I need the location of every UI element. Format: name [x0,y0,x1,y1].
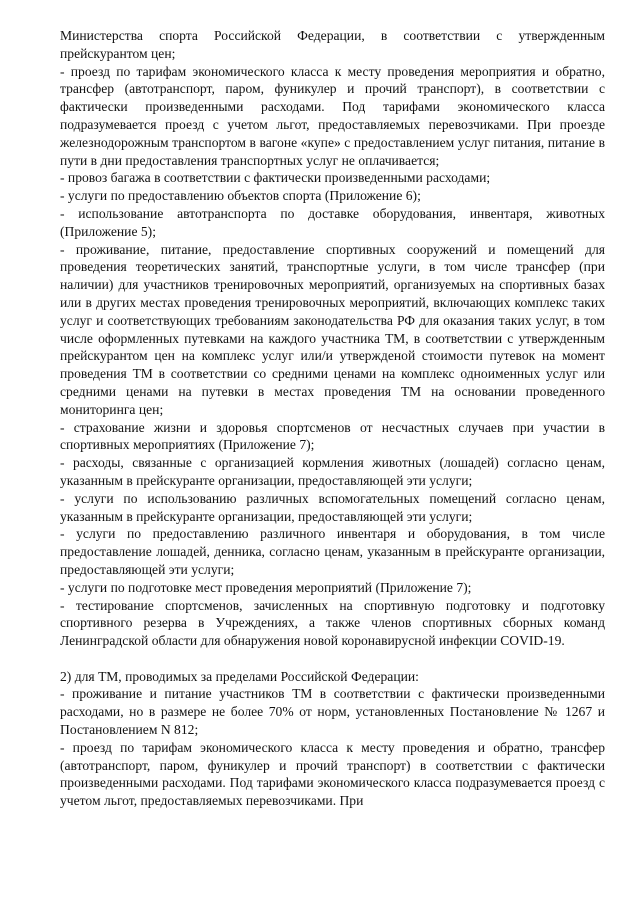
section-heading: 2) для ТМ, проводимых за пределами Российской Федерации: [60,668,419,684]
paragraph: - услуги по подготовке мест проведения мероприятий (Приложение 7); [60,579,472,595]
paragraph: - проезд по тарифам экономического класса к месту проведения мероприятия и обратно, трансфер (автотранспорт, паром, фуникулер и прочий транспорт), в соответствии с фактически произведенными расходами. Под тарифами экономического класса подразумевается проезд с учетом льгот, предоставляемых перевозчиками. При проезде железнодорожным транспортом в вагоне «купе» с предоставлением услуг питания, питание в пути в дни предоставления транспортных услуг не оплачивается; [60,63,605,168]
paragraph: - страхование жизни и здоровья спортсменов от несчастных случаев при участии в спортивных мероприятиях (Приложение 7); [60,419,605,453]
paragraph: - тестирование спортсменов, зачисленных на спортивную подготовку и подготовку спортивного резерва в Учреждениях, а также членов спортивных сборных команд Ленинградской области для обнаружения новой коронавирусной инфекции COVID-19. [60,597,605,649]
paragraph: - расходы, связанные с организацией кормления животных (лошадей) согласно ценам, указанным в прейскуранте организации, предоставляющей эти услуги; [60,455,605,488]
paragraph: - проезд по тарифам экономического класса к месту проведения и обратно, трансфер (автотранспорт, паром, фуникулер и прочий транспорт) в соответствии с фактически произведенными расходами. Под тарифами экономического класса подразумевается проезд с учетом льгот, предоставляемых перевозчиками. При [60,739,605,809]
paragraph: - услуги по предоставлению различного инвентаря и оборудования, в том числе предоставление лошадей, денника, согласно ценам, указанным в прейскуранте организации, предоставляющей эти услуги; [60,526,605,577]
paragraph: - проживание, питание, предоставление спортивных сооружений и помещений для проведения теоретических занятий, транспортные услуги, в том числе трансфер (при наличии) для участников тренировочных мероприятий, организуемых на спортивных базах или в других местах проведения тренировочных мероприятий, включающих комплекс таких услуг и соответствующих требованиям законодательства РФ для оказания таких услуг, в том числе оформленных путевками на каждого участника ТМ, в соответствии с утвержденным прейскурантом цен на комплекс услуг или/и утвержденой стоимости путевок на момент проведения ТМ в соответствии со средними ценами на комплекс одноименных услуг или средними ценами на путевки в местах проведения ТМ на основании проведенного мониторинга цен; [60,241,605,417]
paragraph: - провоз багажа в соответствии с фактически произведенными расходами; [60,170,491,186]
paragraph: - услуги по предоставлению объектов спорта (Приложение 6); [60,188,421,204]
document-page [60,27,605,810]
paragraph: - использование автотранспорта по доставке оборудования, инвентаря, животных (Приложение 5); [60,205,605,239]
paragraph: - проживание и питание участников ТМ в соответствии с фактически произведенными расходами, но в размере не более 70% от норм, установленных Постановление № 1267 и Постановлением N 812; [60,686,605,738]
section-spacer [60,650,605,668]
paragraph: Министерства спорта Российской Федерации, в соответствии с утвержденным прейскурантом цен; [60,28,605,61]
paragraph: - услуги по использованию различных вспомогательных помещений согласно ценам, указанным в прейскуранте организации, предоставляющей эти услуги; [60,490,605,524]
